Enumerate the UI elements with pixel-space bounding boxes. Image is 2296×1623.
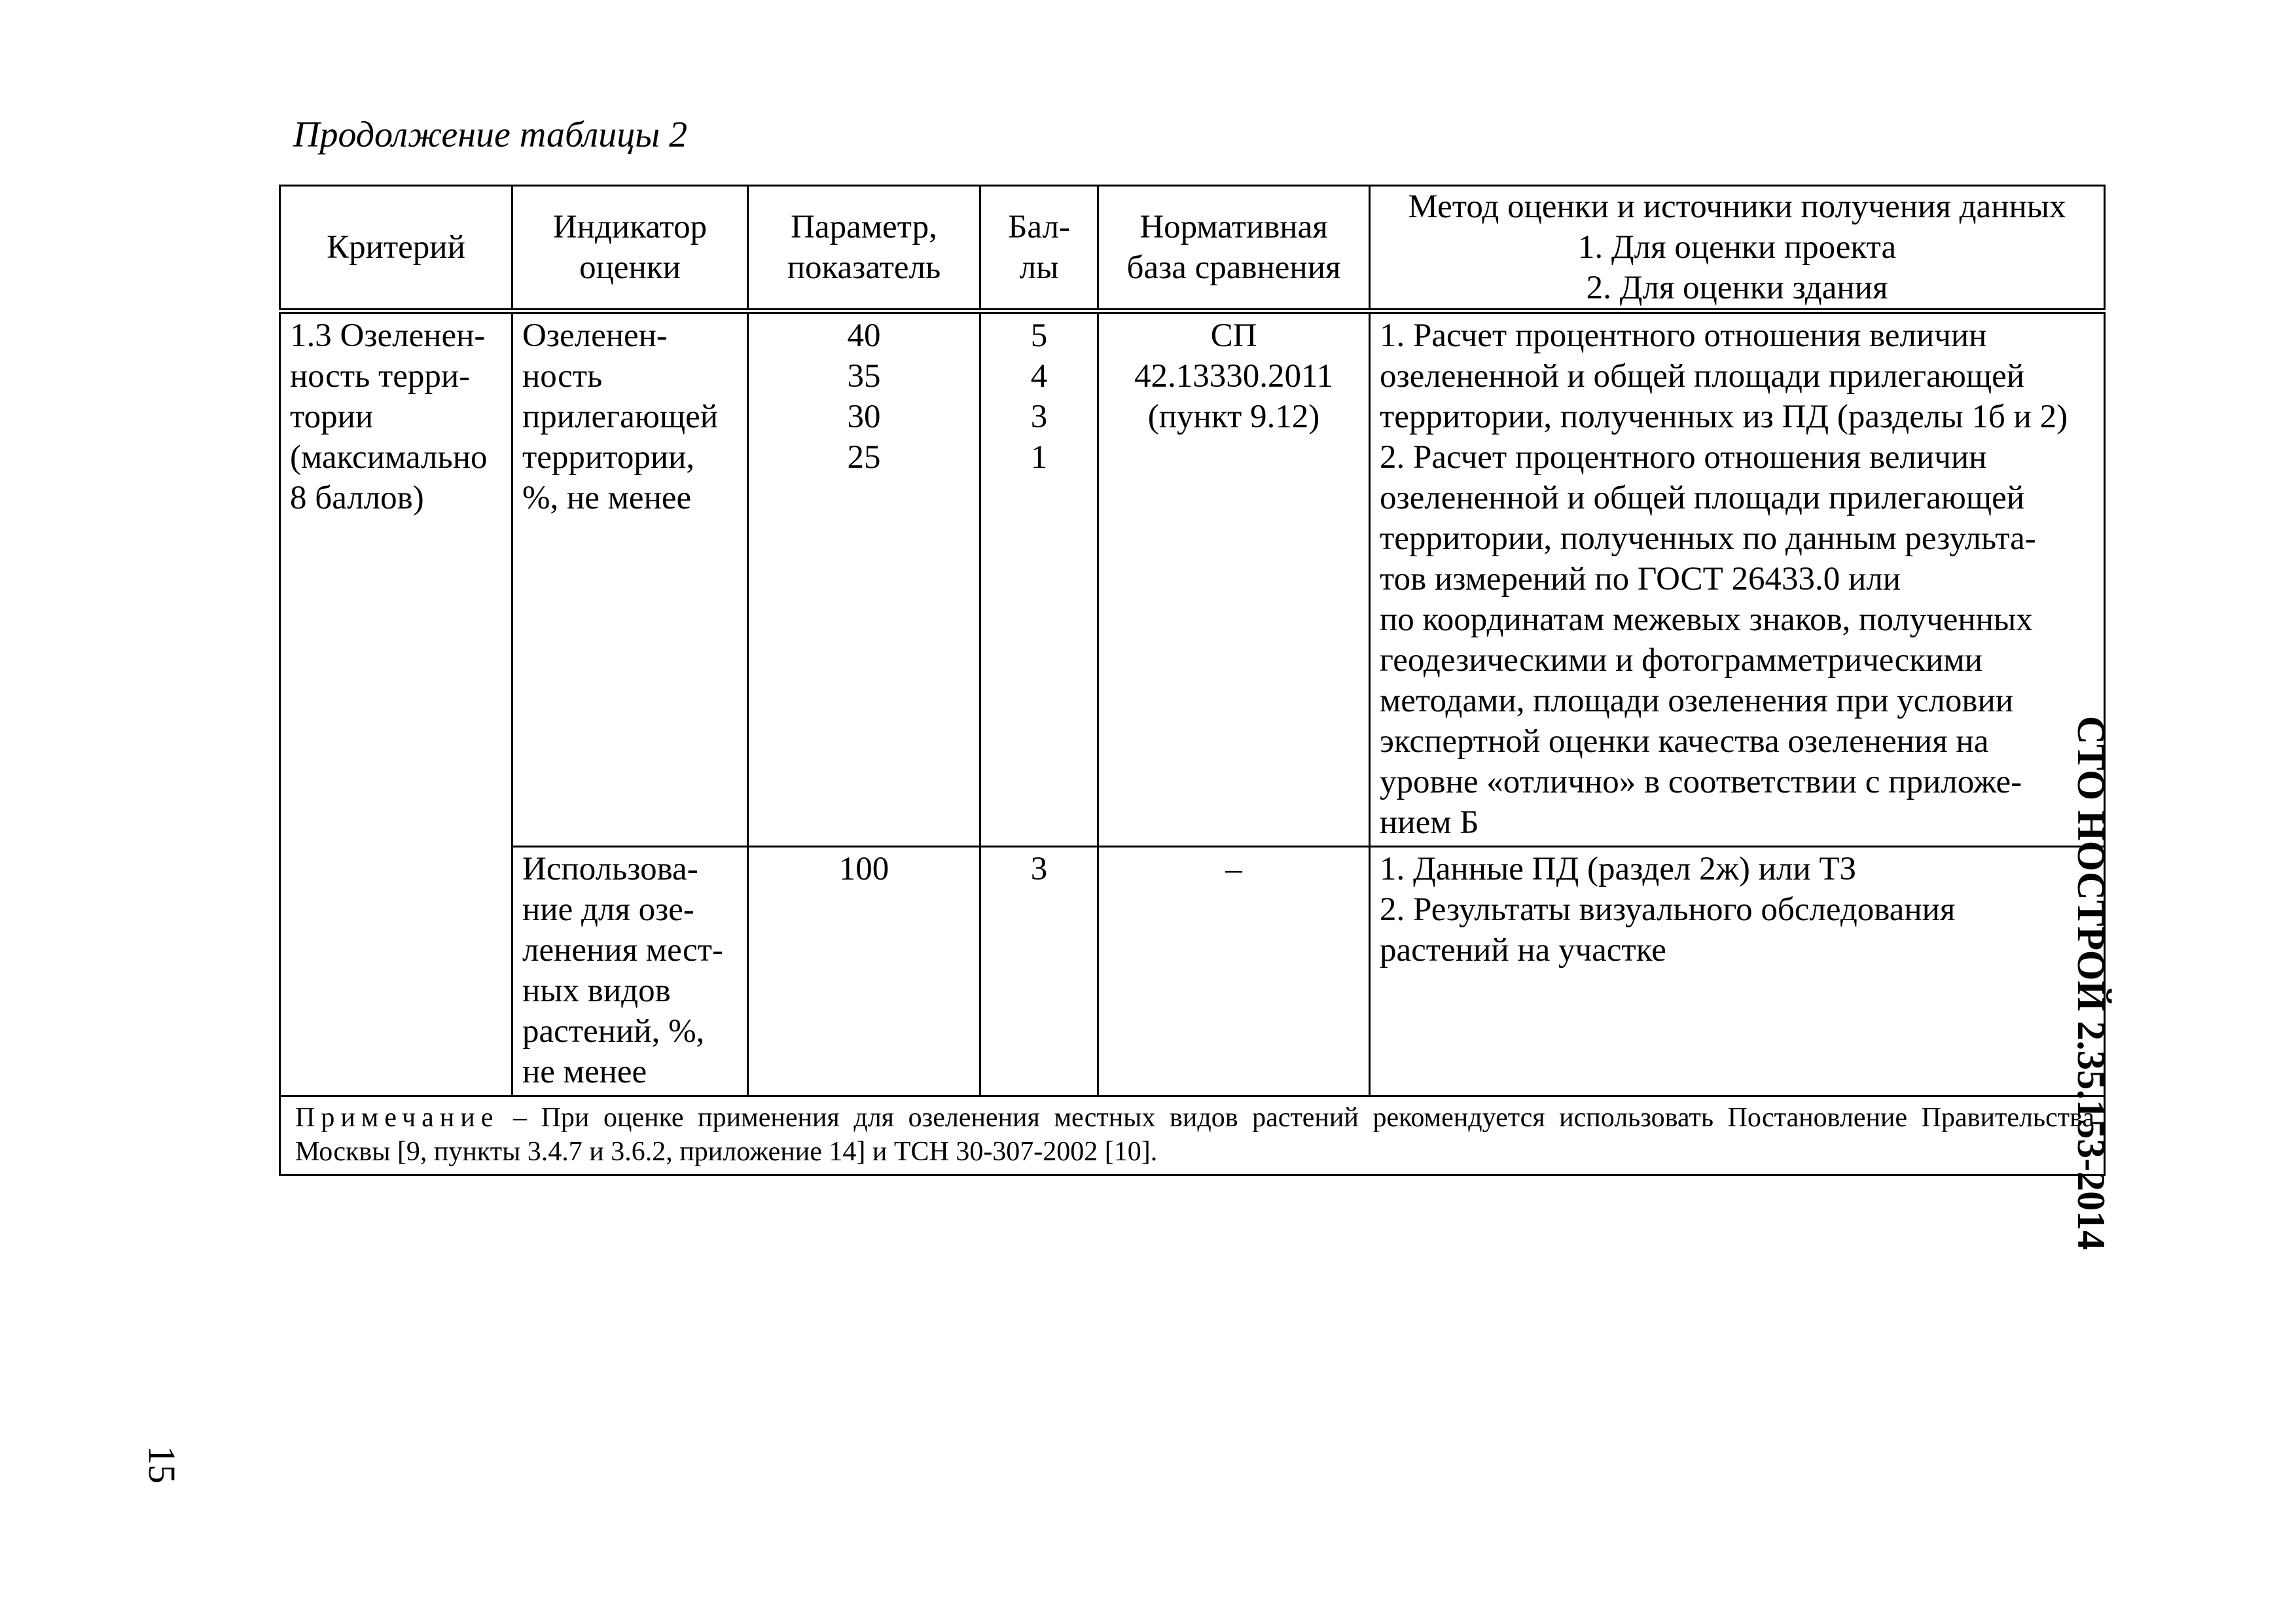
header-method-item-2: 2. Для оценки здания	[1586, 270, 1888, 306]
table-row	[280, 312, 2105, 847]
method-cell: 1. Расчет процентного отношения величин озелененной и общей площади прилегающей территории, полученных из ПД (разделы 1б и 2) 2. Расчет процентного отношения величин озелененной и общей площади прилегающей территории, полученных по данным результа- тов измерений по ГОСТ 26433.0 или по координатам межевых знаков, полученных геодезическими и фотограмметрическими методами, площади озеленения при условии экспертной оценки качества озеленения на уровне «отлично» в соответствии с приложе- нием Б	[1370, 312, 2105, 847]
table-row	[280, 847, 2105, 1096]
header-method-item-1: 1. Для оценки проекта	[1577, 229, 1897, 266]
points-cell: 5 4 3 1	[980, 312, 1098, 847]
note-row	[280, 1096, 2105, 1175]
points-cell: 3	[980, 847, 1098, 1096]
header-indicator: Индикатор оценки	[512, 186, 748, 312]
document-code: СТО НОСТРОЙ 2.35.153-2014	[2070, 715, 2113, 1251]
note-label: Примечание	[295, 1103, 499, 1133]
indicator-cell: Озеленен- ность прилегающей территории, %, не менее	[512, 312, 748, 847]
norm-base-cell: СП 42.13330.2011 (пункт 9.12)	[1098, 312, 1370, 847]
criterion-cell: 1.3 Озеленен- ность терри- тории (максимально 8 баллов)	[280, 312, 512, 1096]
table-header-row	[280, 186, 2105, 312]
norm-base-cell: –	[1098, 847, 1370, 1096]
header-parameter: Параметр, показатель	[748, 186, 980, 312]
table-caption: Продолжение таблицы 2	[293, 115, 688, 155]
header-criterion: Критерий	[280, 186, 512, 312]
page-number: 15	[141, 1446, 183, 1484]
parameter-cell: 100	[748, 847, 980, 1096]
header-method	[1370, 186, 2105, 312]
note-text: – При оценке применения для озеленения местных видов растений рекомендуется использовать Постановление Правительства Москвы [9, пункты 3.4.7 и 3.6.2, приложение 14] и ТСН 30-307-2002 [10].	[295, 1103, 2094, 1167]
parameter-cell: 40 35 30 25	[748, 312, 980, 847]
header-method-title: Метод оценки и источники получения данных	[1408, 188, 2066, 225]
header-norm-base: Нормативная база сравнения	[1098, 186, 1370, 312]
table-note	[280, 1096, 2105, 1175]
evaluation-table	[279, 185, 2106, 1176]
method-cell: 1. Данные ПД (раздел 2ж) или ТЗ 2. Результаты визуального обследования растений на участке	[1370, 847, 2105, 1096]
header-points: Бал- лы	[980, 186, 1098, 312]
indicator-cell: Использова- ние для озе- ленения мест- ных видов растений, %, не менее	[512, 847, 748, 1096]
